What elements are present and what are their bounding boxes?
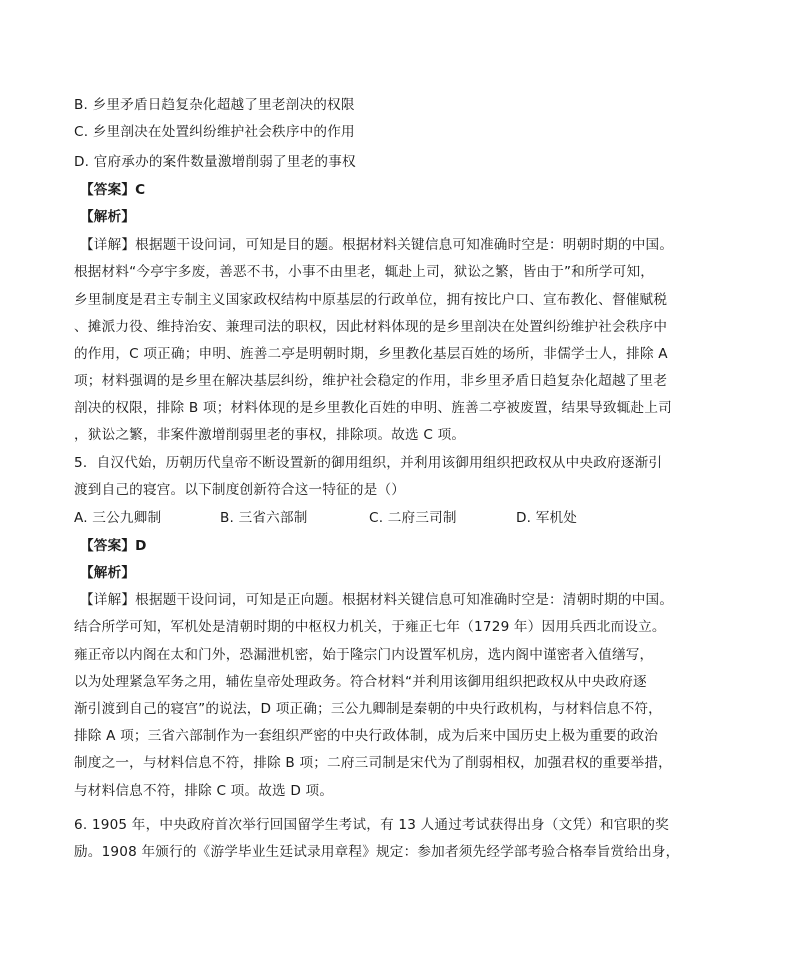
analysis-line: 、摊派力役、维持治安、兼理司法的职权，因此材料体现的是乡里剖决在处置纠纷维护社会秩序中 xyxy=(74,319,668,335)
analysis-line: 【详解】根据题干设问词，可知是正向题。根据材料关键信息可知准确时空是：清朝时期的中国。 xyxy=(80,592,674,608)
question-stem-line: 6. 1905 年，中央政府首次举行回国留学生考试，有 13 人通过考试获得出身（文凭）和官职的奖 xyxy=(74,817,669,833)
analysis-line: 排除 A 项；三省六部制作为一套组织严密的中央行政体制，成为后来中国历史上极为重要的政治 xyxy=(74,728,659,744)
analysis-line: 渐引渡到自己的寝宫”的说法，D 项正确；三公九卿制是秦朝的中央行政机构，与材料信息不符， xyxy=(74,701,662,717)
question-stem-line: 5．自汉代始，历朝历代皇帝不断设置新的御用组织，并利用该御用组织把政权从中央政府逐渐引 xyxy=(74,455,663,471)
question-stem-line: 励。1908 年颁行的《游学毕业生廷试录用章程》规定：参加者须先经学部考验合格奉旨赏给出身， xyxy=(74,844,680,860)
analysis-line: 制度之一，与材料信息不符，排除 B 项；二府三司制是宋代为了削弱相权，加强君权的重要举措， xyxy=(74,755,672,771)
analysis-line: 乡里制度是君主专制主义国家政权结构中原基层的行政单位，拥有按比户口、宣布教化、督催赋税 xyxy=(74,292,668,308)
q5-answer: 【答案】D xyxy=(80,538,147,554)
analysis-line: ，狱讼之繁，非案件激增削弱里老的事权，排除项。故选 C 项。 xyxy=(74,427,466,443)
analysis-line: 【详解】根据题干设问词，可知是目的题。根据材料关键信息可知准确时空是：明朝时期的中国。 xyxy=(80,237,674,253)
analysis-line: 剖决的权限，排除 B 项；材料体现的是乡里教化百姓的申明、旌善二亭被废置，结果导致辄赴上司 xyxy=(74,400,672,416)
analysis-line: 的作用，C 项正确；申明、旌善二亭是明朝时期，乡里教化基层百姓的场所，非儒学士人，排除 A xyxy=(74,346,668,362)
q4-answer: 【答案】C xyxy=(80,182,146,198)
q4-analysis-label: 【解析】 xyxy=(80,209,136,225)
q4-option-b: B. 乡里矛盾日趋复杂化超越了里老剖决的权限 xyxy=(74,97,355,113)
analysis-line: 结合所学可知，军机处是清朝时期的中枢权力机关，于雍正七年（1729 年）因用兵西北而设立。 xyxy=(74,619,666,635)
q4-option-d: D. 官府承办的案件数量激增削弱了里老的事权 xyxy=(74,154,356,170)
q5-option-d: D. 军机处 xyxy=(516,510,578,526)
q5-option-a: A. 三公九卿制 xyxy=(74,510,162,526)
analysis-line: 项；材料强调的是乡里在解决基层纠纷，维护社会稳定的作用，非乡里矛盾日趋复杂化超越了里老 xyxy=(74,373,668,389)
q4-option-c: C. 乡里剖决在处置纠纷维护社会秩序中的作用 xyxy=(74,124,355,140)
question-stem-line: 渡到自己的寝宫。以下制度创新符合这一特征的是（） xyxy=(74,482,406,498)
analysis-line: 雍正帝以内阁在太和门外，恐漏泄机密，始于隆宗门内设置军机房，选内阁中谨密者入值缮写， xyxy=(74,647,654,663)
analysis-line: 根据材料“今亭宇多废，善恶不书，小事不由里老，辄赴上司，狱讼之繁，皆由于”和所学可知， xyxy=(74,264,655,280)
analysis-line: 以为处理紧急军务之用，辅佐皇帝处理政务。符合材料“并利用该御用组织把政权从中央政府逐 xyxy=(74,674,647,690)
q5-analysis-label: 【解析】 xyxy=(80,565,136,581)
q5-option-c: C. 二府三司制 xyxy=(369,510,457,526)
analysis-line: 与材料信息不符，排除 C 项。故选 D 项。 xyxy=(74,783,334,799)
q5-option-b: B. 三省六部制 xyxy=(220,510,308,526)
